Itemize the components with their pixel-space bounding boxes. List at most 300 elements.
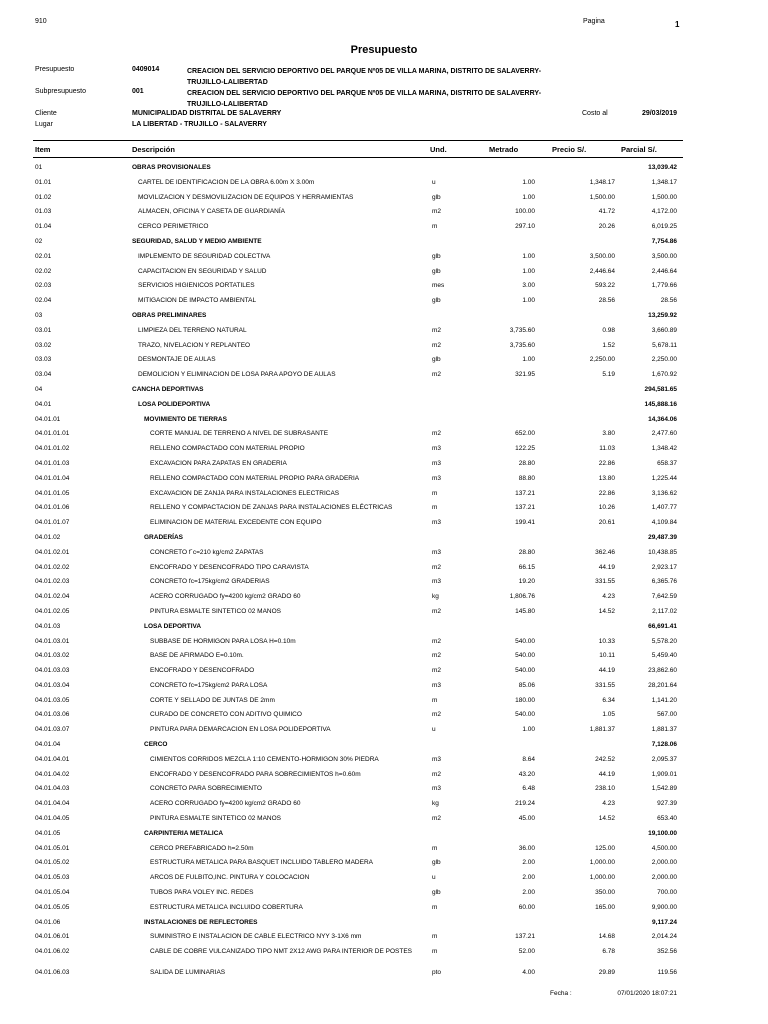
row-item-code: 01 <box>35 164 43 171</box>
row-item-code: 04.01.05 <box>35 829 61 837</box>
table-row <box>35 163 683 178</box>
row-metrado: 85.06 <box>518 681 535 689</box>
row-item-code: 04.01.05.01 <box>35 844 70 852</box>
row-description: MITIGACION DE IMPACTO AMBIENTAL <box>138 297 257 305</box>
col-header-und: Und. <box>430 145 447 154</box>
row-unit: m2 <box>432 637 442 645</box>
row-unit: u <box>432 874 436 882</box>
row-item-code: 04.01.01.06 <box>35 504 70 512</box>
row-unit: u <box>432 178 436 186</box>
table-row <box>35 385 683 400</box>
row-item-code: 04.01.01.01 <box>35 430 70 438</box>
row-parcial: 1,225.44 <box>651 474 677 482</box>
table-row <box>35 888 683 903</box>
row-parcial: 5,459.40 <box>651 652 677 660</box>
row-parcial: 3,500.00 <box>651 252 677 260</box>
row-unit: mes <box>432 282 445 290</box>
fecha-value: 07/01/2020 18:07:21 <box>617 990 677 997</box>
row-precio: 11.03 <box>599 445 615 453</box>
row-description: LOSA POLIDEPORTIVA <box>138 400 211 408</box>
row-item-code: 02.02 <box>35 267 52 275</box>
row-description: ENCOFRADO Y DESENCOFRADO <box>150 667 255 675</box>
row-item-code: 04.01.04.01 <box>35 755 70 763</box>
row-unit: m2 <box>432 815 442 823</box>
row-metrado: 540.00 <box>515 667 535 675</box>
row-metrado: 43.20 <box>518 770 535 778</box>
row-description: OBRAS PROVISIONALES <box>132 164 211 171</box>
row-item-code: 04.01.04.04 <box>35 800 70 808</box>
row-precio: 44.19 <box>598 563 615 571</box>
row-item-code: 02.04 <box>35 297 52 305</box>
row-item-code: 04.01.02.02 <box>35 563 70 571</box>
row-precio: 29.89 <box>598 969 615 977</box>
table-row <box>35 444 683 459</box>
table-row <box>35 947 683 968</box>
row-precio: 1,000.00 <box>589 859 615 867</box>
row-description: DESMONTAJE DE AULAS <box>138 356 216 364</box>
row-parcial: 13,039.42 <box>648 164 677 171</box>
table-row <box>35 563 683 578</box>
row-description: CIMIENTOS CORRIDOS MEZCLA 1:10 CEMENTO-HORMIGON 30% PIEDRA <box>150 755 379 763</box>
row-description: RELLENO COMPACTADO CON MATERIAL PROPIO PARA GRADERIA <box>150 474 360 482</box>
row-description: CONCRETO f´c=210 kg/cm2 ZAPATAS <box>150 548 264 556</box>
row-precio: 10.33 <box>598 637 615 645</box>
row-unit: glb <box>432 297 441 305</box>
row-item-code: 04.01.01.07 <box>35 519 70 527</box>
row-parcial: 5,578.20 <box>651 637 677 645</box>
row-precio: 593.22 <box>595 282 615 290</box>
row-parcial: 10,438.85 <box>648 548 677 556</box>
row-unit: m3 <box>432 519 442 527</box>
row-description: TRAZO, NIVELACION Y REPLANTEO <box>138 341 251 349</box>
table-row <box>35 829 683 844</box>
row-parcial: 1,542.89 <box>651 785 677 793</box>
row-unit: glb <box>432 267 441 275</box>
table-row <box>35 355 683 370</box>
row-description: DEMOLICION Y ELIMINACION DE LOSA PARA APOYO DE AULAS <box>138 371 336 379</box>
row-description: CURADO DE CONCRETO CON ADITIVO QUIMICO <box>150 711 302 719</box>
row-metrado: 88.80 <box>518 474 535 482</box>
row-precio: 1,881.37 <box>589 726 615 734</box>
table-row <box>35 237 683 252</box>
table-row <box>35 637 683 652</box>
row-parcial: 1,881.37 <box>651 726 677 734</box>
row-item-code: 04.01.01.02 <box>35 445 70 453</box>
row-unit: glb <box>432 889 441 897</box>
row-unit: m3 <box>432 445 442 453</box>
row-parcial: 294,581.65 <box>644 385 677 393</box>
row-metrado: 2.00 <box>522 859 535 867</box>
table-row <box>35 193 683 208</box>
table-row <box>35 740 683 755</box>
row-unit: m3 <box>432 474 442 482</box>
row-parcial: 19,100.00 <box>648 829 677 837</box>
row-precio: 0.98 <box>602 326 615 334</box>
table-row <box>35 252 683 267</box>
table-row <box>35 873 683 888</box>
row-precio: 1,500.00 <box>589 193 615 201</box>
row-precio: 2,250.00 <box>589 356 615 364</box>
row-parcial: 9,900.00 <box>651 903 677 911</box>
table-row <box>35 858 683 873</box>
row-precio: 13.80 <box>598 474 615 482</box>
row-item-code: 04.01.03.03 <box>35 667 70 675</box>
row-metrado: 1.00 <box>522 297 535 305</box>
row-precio: 242.52 <box>595 755 615 763</box>
row-precio: 1.52 <box>602 341 615 349</box>
row-parcial: 66,691.41 <box>648 622 677 630</box>
row-description: CORTE Y SELLADO DE JUNTAS DE 2mm <box>150 696 275 704</box>
row-metrado: 28.80 <box>518 548 535 556</box>
table-row <box>35 326 683 341</box>
table-row <box>35 651 683 666</box>
row-metrado: 3,735.60 <box>509 341 535 349</box>
row-metrado: 2.00 <box>522 889 535 897</box>
row-metrado: 652.00 <box>515 430 535 438</box>
row-unit: m <box>432 933 438 941</box>
row-item-code: 03.04 <box>35 371 52 379</box>
row-precio: 1,000.00 <box>589 874 615 882</box>
row-description: ARCOS DE FULBITO,INC. PINTURA Y COLOCACION <box>150 874 310 882</box>
row-precio: 20.61 <box>598 519 615 527</box>
report-header <box>35 18 678 30</box>
row-description: OBRAS PRELIMINARES <box>132 311 207 319</box>
row-parcial: 653.40 <box>657 815 677 823</box>
row-parcial: 1,348.42 <box>651 445 677 453</box>
table-row <box>35 207 683 222</box>
row-item-code: 04.01.02 <box>35 533 61 541</box>
row-item-code: 04.01.01.03 <box>35 459 70 467</box>
row-metrado: 1.00 <box>522 726 535 734</box>
row-item-code: 04.01.06.02 <box>35 948 70 956</box>
row-parcial: 3,136.62 <box>651 489 677 497</box>
row-item-code: 04 <box>35 385 43 393</box>
costo-label: Costo al <box>582 110 608 117</box>
row-unit: m2 <box>432 208 442 216</box>
row-parcial: 13,259.92 <box>648 311 677 319</box>
subpresupuesto-description: CREACION DEL SERVICIO DEPORTIVO DEL PARQUE Nº05 DE VILLA MARINA, DISTRITO DE SALAVERRY-TRUJILLO-LALIBERTAD <box>187 90 542 108</box>
row-parcial: 5,678.11 <box>652 341 677 349</box>
row-item-code: 04.01.02.05 <box>35 607 70 615</box>
page-label: Pagina <box>583 18 605 25</box>
table-row <box>35 755 683 770</box>
row-item-code: 03.02 <box>35 341 52 349</box>
row-item-code: 03 <box>35 311 43 319</box>
row-item-code: 04.01.04.05 <box>35 815 70 823</box>
row-parcial: 7,642.59 <box>651 593 677 601</box>
table-row <box>35 710 683 725</box>
row-description: SERVICIOS HIGIENICOS PORTATILES <box>138 282 255 290</box>
row-item-code: 04.01 <box>35 400 52 408</box>
col-header-parcial: Parcial S/. <box>621 145 657 154</box>
row-precio: 3,500.00 <box>589 252 615 260</box>
col-header-precio: Precio S/. <box>552 145 587 154</box>
row-item-code: 04.01.06 <box>35 918 61 926</box>
row-parcial: 4,172.00 <box>651 208 677 216</box>
row-description: IMPLEMENTO DE SEGURIDAD COLECTIVA <box>138 252 271 260</box>
row-parcial: 145,888.16 <box>644 400 677 408</box>
table-row <box>35 415 683 430</box>
row-parcial: 352.56 <box>657 948 677 956</box>
row-unit: glb <box>432 356 441 364</box>
table-row <box>35 918 683 933</box>
row-description: CONCRETO PARA SOBRECIMIENTO <box>150 785 262 793</box>
page-number: 1 <box>675 20 680 29</box>
row-precio: 44.19 <box>598 770 615 778</box>
row-metrado: 2.00 <box>522 874 535 882</box>
row-description: CAPACITACION EN SEGURIDAD Y SALUD <box>138 267 267 275</box>
row-description: CONCRETO fc=175kg/cm2 GRADERIAS <box>150 578 270 586</box>
row-item-code: 04.01.05.04 <box>35 889 70 897</box>
row-metrado: 1.00 <box>522 178 535 186</box>
table-row <box>35 844 683 859</box>
row-parcial: 1,348.17 <box>651 178 677 186</box>
row-description: MOVIMIENTO DE TIERRAS <box>144 415 227 423</box>
table-row <box>35 770 683 785</box>
row-precio: 125.00 <box>595 844 615 852</box>
table-row <box>35 178 683 193</box>
row-unit: pto <box>432 969 442 977</box>
row-parcial: 28.56 <box>660 297 677 305</box>
row-item-code: 03.03 <box>35 356 52 364</box>
row-description: RELLENO COMPACTADO CON MATERIAL PROPIO <box>150 445 305 453</box>
row-precio: 350.00 <box>595 889 615 897</box>
row-unit: m3 <box>432 578 442 586</box>
row-parcial: 4,500.00 <box>651 844 677 852</box>
table-row <box>35 681 683 696</box>
row-item-code: 04.01.03.07 <box>35 726 70 734</box>
row-precio: 165.00 <box>595 903 615 911</box>
row-precio: 5.19 <box>602 371 615 379</box>
row-parcial: 28,201.64 <box>648 681 677 689</box>
row-precio: 22.86 <box>598 459 615 467</box>
header-top-rule <box>33 140 683 141</box>
row-parcial: 119.56 <box>657 969 677 977</box>
row-item-code: 04.01.04.03 <box>35 785 70 793</box>
presupuesto-label: Presupuesto <box>35 66 75 73</box>
row-parcial: 2,923.17 <box>651 563 677 571</box>
row-item-code: 04.01.06.01 <box>35 933 70 941</box>
row-parcial: 1,500.00 <box>651 193 677 201</box>
row-precio: 44.19 <box>598 667 615 675</box>
row-description: CERCO PREFABRICADO h=2.50m <box>150 844 254 852</box>
row-description: CANCHA DEPORTIVAS <box>132 385 204 393</box>
row-unit: m2 <box>432 667 442 675</box>
row-precio: 20.26 <box>598 223 615 231</box>
row-metrado: 297.10 <box>515 223 535 231</box>
row-unit: kg <box>432 800 439 808</box>
row-parcial: 23,862.60 <box>648 667 677 675</box>
subpresupuesto-code: 001 <box>132 88 144 95</box>
row-parcial: 7,128.06 <box>651 741 677 749</box>
row-item-code: 04.01.03.02 <box>35 652 70 660</box>
row-unit: m3 <box>432 548 442 556</box>
cliente-label: Cliente <box>35 110 57 117</box>
row-metrado: 540.00 <box>515 711 535 719</box>
subpresupuesto-label: Subpresupuesto <box>35 88 86 95</box>
table-row <box>35 518 683 533</box>
row-metrado: 1.00 <box>522 267 535 275</box>
row-description: SUMINISTRO E INSTALACION DE CABLE ELECTRICO NYY 3-1X6 mm <box>150 933 362 941</box>
row-unit: m2 <box>432 711 442 719</box>
row-metrado: 540.00 <box>515 652 535 660</box>
row-description: LOSA DEPORTIVA <box>144 622 202 630</box>
row-unit: m3 <box>432 755 442 763</box>
row-precio: 1.05 <box>602 711 615 719</box>
table-row <box>35 666 683 681</box>
row-precio: 362.46 <box>595 548 615 556</box>
table-row <box>35 474 683 489</box>
row-unit: u <box>432 726 436 734</box>
row-precio: 41.72 <box>598 208 615 216</box>
fecha-label: Fecha : <box>550 990 572 997</box>
row-precio: 331.55 <box>595 578 615 586</box>
row-parcial: 1,909.01 <box>651 770 677 778</box>
table-row <box>35 341 683 356</box>
row-unit: m2 <box>432 652 442 660</box>
presupuesto-description: CREACION DEL SERVICIO DEPORTIVO DEL PARQUE Nº05 DE VILLA MARINA, DISTRITO DE SALAVERRY-TRUJILLO-LALIBERTAD <box>187 68 542 86</box>
row-description: CARTEL DE IDENTIFICACION DE LA OBRA 6.00m X 3.00m <box>138 178 315 186</box>
col-header-descripcion: Descripción <box>132 145 175 154</box>
table-header <box>35 144 683 156</box>
row-parcial: 6,365.76 <box>651 578 677 586</box>
lugar-label: Lugar <box>35 121 53 128</box>
table-row <box>35 548 683 563</box>
row-precio: 4.23 <box>602 593 615 601</box>
table-row <box>35 311 683 326</box>
table-row <box>35 592 683 607</box>
row-item-code: 04.01.01 <box>35 415 61 423</box>
row-unit: glb <box>432 193 441 201</box>
row-item-code: 04.01.05.03 <box>35 874 70 882</box>
col-header-item: Item <box>35 145 51 154</box>
row-precio: 4.23 <box>602 800 615 808</box>
row-description: CERCO <box>144 741 168 749</box>
row-description: TUBOS PARA VOLEY INC. REDES <box>150 889 254 897</box>
row-metrado: 28.80 <box>518 459 535 467</box>
row-parcial: 1,779.66 <box>651 282 677 290</box>
row-metrado: 100.00 <box>515 208 535 216</box>
lugar-value: LA LIBERTAD - TRUJILLO - SALAVERRY <box>132 121 267 128</box>
row-unit: m2 <box>432 430 442 438</box>
row-item-code: 04.01.03.01 <box>35 637 70 645</box>
row-description: CARPINTERIA METALICA <box>144 829 224 837</box>
row-precio: 14.52 <box>598 607 615 615</box>
row-parcial: 1,670.92 <box>651 371 677 379</box>
row-parcial: 2,477.60 <box>651 430 677 438</box>
row-description: ESTRUCTURA METALICA INCLUIDO COBERTURA <box>150 903 303 911</box>
row-description: ESTRUCTURA METALICA PARA BASQUET INCLUIDO TABLERO MADERA <box>150 859 373 867</box>
header-bottom-rule <box>33 157 683 158</box>
row-metrado: 137.21 <box>515 504 535 512</box>
row-unit: glb <box>432 859 441 867</box>
table-row <box>35 429 683 444</box>
row-description: ENCOFRADO Y DESENCOFRADO PARA SOBRECIMIENTOS h=0.60m <box>150 770 361 778</box>
row-metrado: 219.24 <box>515 800 535 808</box>
table-row <box>35 400 683 415</box>
table-row <box>35 799 683 814</box>
row-metrado: 180.00 <box>515 696 535 704</box>
table-row <box>35 725 683 740</box>
row-metrado: 66.15 <box>518 563 535 571</box>
row-parcial: 1,407.77 <box>651 504 677 512</box>
costo-date: 29/03/2019 <box>641 110 677 117</box>
row-parcial: 2,095.37 <box>651 755 677 763</box>
row-description: ELIMINACION DE MATERIAL EXCEDENTE CON EQUIPO <box>150 519 322 527</box>
row-item-code: 01.03 <box>35 208 52 216</box>
table-row <box>35 459 683 474</box>
row-item-code: 04.01.02.03 <box>35 578 70 586</box>
row-parcial: 2,000.00 <box>651 859 677 867</box>
row-item-code: 01.04 <box>35 223 52 231</box>
row-precio: 1,348.17 <box>589 178 615 186</box>
row-parcial: 658.37 <box>657 459 677 467</box>
table-row <box>35 222 683 237</box>
table-row <box>35 533 683 548</box>
row-precio: 22.86 <box>598 489 615 497</box>
row-item-code: 04.01.03.05 <box>35 696 70 704</box>
row-parcial: 927.39 <box>657 800 677 808</box>
row-item-code: 04.01.02.01 <box>35 548 70 556</box>
row-precio: 3.80 <box>602 430 615 438</box>
row-parcial: 14,364.06 <box>648 415 677 423</box>
row-metrado: 137.21 <box>515 933 535 941</box>
row-parcial: 567.00 <box>657 711 677 719</box>
presupuesto-code: 0409014 <box>132 66 160 73</box>
row-item-code: 02.03 <box>35 282 52 290</box>
table-row <box>35 932 683 947</box>
table-row <box>35 281 683 296</box>
row-precio: 6.78 <box>602 948 615 956</box>
row-metrado: 1.00 <box>522 356 535 364</box>
row-parcial: 9,117.24 <box>652 918 677 926</box>
page-title: Presupuesto <box>350 44 418 56</box>
table-row <box>35 903 683 918</box>
row-parcial: 1,141.20 <box>651 696 677 704</box>
row-description: BASE DE AFIRMADO E=0.10m. <box>150 652 244 660</box>
row-precio: 331.55 <box>595 681 615 689</box>
row-description: ACERO CORRUGADO fy=4200 kg/cm2 GRADO 60 <box>150 800 301 808</box>
row-item-code: 04.01.02.04 <box>35 593 70 601</box>
row-parcial: 700.00 <box>657 889 677 897</box>
row-item-code: 02 <box>35 237 43 245</box>
row-item-code: 01.01 <box>35 178 52 186</box>
row-unit: m <box>432 504 438 512</box>
row-precio: 238.10 <box>595 785 615 793</box>
row-description: SALIDA DE LUMINARIAS <box>150 969 226 977</box>
row-item-code: 04.01.05.02 <box>35 859 70 867</box>
row-metrado: 1.00 <box>522 252 535 260</box>
row-description: CORTE MANUAL DE TERRENO A NIVEL DE SUBRASANTE <box>150 430 329 438</box>
row-metrado: 1.00 <box>522 193 535 201</box>
row-unit: m <box>432 903 438 911</box>
row-metrado: 1,806.76 <box>509 593 535 601</box>
row-item-code: 04.01.04.02 <box>35 770 70 778</box>
row-description: PINTURA ESMALTE SINTETICO 02 MANOS <box>150 815 281 823</box>
row-metrado: 137.21 <box>515 489 535 497</box>
row-unit: m3 <box>432 785 442 793</box>
row-item-code: 04.01.03 <box>35 622 61 630</box>
row-parcial: 6,019.25 <box>651 223 677 231</box>
row-precio: 28.56 <box>598 297 615 305</box>
row-item-code: 04.01.01.04 <box>35 474 70 482</box>
row-metrado: 145.80 <box>515 607 535 615</box>
row-description: LIMPIEZA DEL TERRENO NATURAL <box>138 326 247 334</box>
row-unit: m2 <box>432 563 442 571</box>
table-row <box>35 503 683 518</box>
row-metrado: 36.00 <box>518 844 535 852</box>
row-description: GRADERÍAS <box>144 533 184 541</box>
